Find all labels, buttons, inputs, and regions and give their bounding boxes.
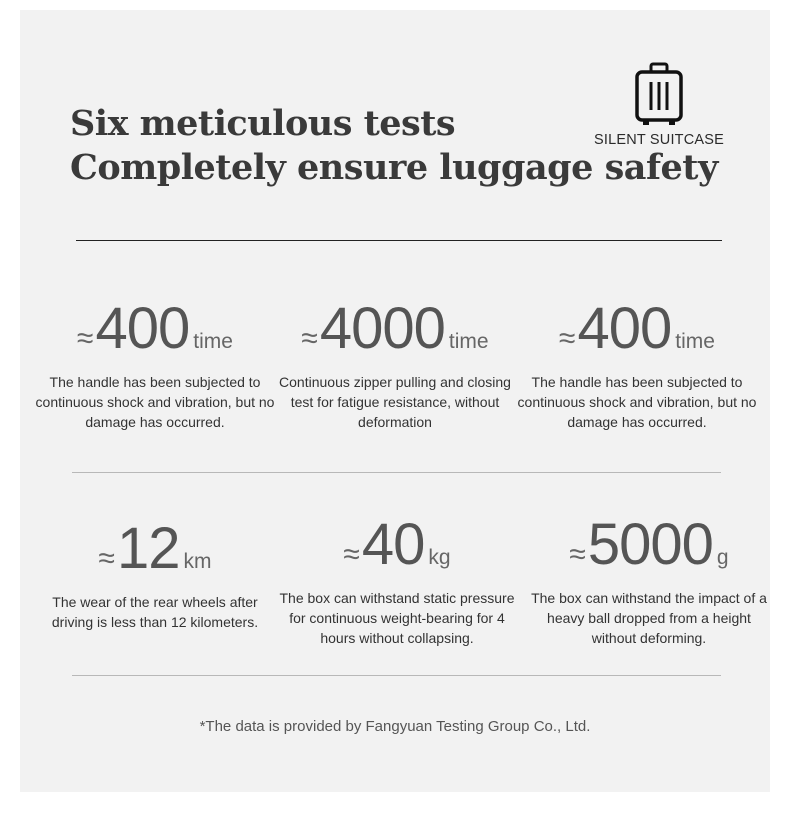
brand-label: SILENT SUITCASE xyxy=(593,132,725,148)
stat-unit: km xyxy=(183,550,212,573)
stat-description: The wear of the rear wheels after driving is less than 12 kilometers. xyxy=(51,594,259,630)
stat-description: The handle has been subjected to continuous shock and vibration, but no damage has occurred. xyxy=(35,374,275,430)
stat-value: 5000 xyxy=(587,512,713,577)
stat-value: 12 xyxy=(116,516,180,581)
data-source-footnote: *The data is provided by Fangyuan Testing Group Co., Ltd. xyxy=(199,718,591,735)
stat-static-pressure xyxy=(277,512,517,648)
suitcase-icon xyxy=(634,62,684,126)
footer-divider xyxy=(72,675,721,676)
stat-unit: kg xyxy=(428,546,451,569)
stat-value: 400 xyxy=(95,296,190,361)
approx-symbol: ≈ xyxy=(569,538,586,571)
stat-description: Continuous zipper pulling and closing test for fatigue resistance, without deformation xyxy=(279,374,511,430)
stat-description: The box can withstand the impact of a heavy ball dropped from a height without deforming. xyxy=(531,590,767,646)
stat-ball-impact xyxy=(529,512,769,648)
stat-handle-vibration-2 xyxy=(517,296,757,432)
stat-value: 4000 xyxy=(319,296,445,361)
stat-value: 40 xyxy=(361,512,425,577)
stat-unit: time xyxy=(193,330,233,353)
stat-unit: g xyxy=(716,546,729,569)
stat-description: The handle has been subjected to continuous shock and vibration, but no damage has occurred. xyxy=(517,374,757,430)
approx-symbol: ≈ xyxy=(343,538,360,571)
stat-rear-wheels xyxy=(35,516,275,632)
stat-unit: time xyxy=(675,330,715,353)
title-line-2: Completely ensure luggage safety xyxy=(70,147,718,188)
approx-symbol: ≈ xyxy=(98,542,115,575)
brand-badge xyxy=(592,62,726,148)
stat-unit: time xyxy=(448,330,489,353)
approx-symbol: ≈ xyxy=(77,322,94,355)
stat-value: 400 xyxy=(577,296,672,361)
title-line-1: Six meticulous tests xyxy=(70,103,456,144)
stat-description: The box can withstand static pressure for continuous weight-bearing for 4 hours without collapsing. xyxy=(279,590,515,646)
title-divider xyxy=(76,240,722,241)
stat-handle-vibration xyxy=(35,296,275,432)
row-divider xyxy=(72,472,721,473)
stat-zipper-test xyxy=(275,296,515,432)
approx-symbol: ≈ xyxy=(559,322,576,355)
approx-symbol: ≈ xyxy=(301,322,318,355)
